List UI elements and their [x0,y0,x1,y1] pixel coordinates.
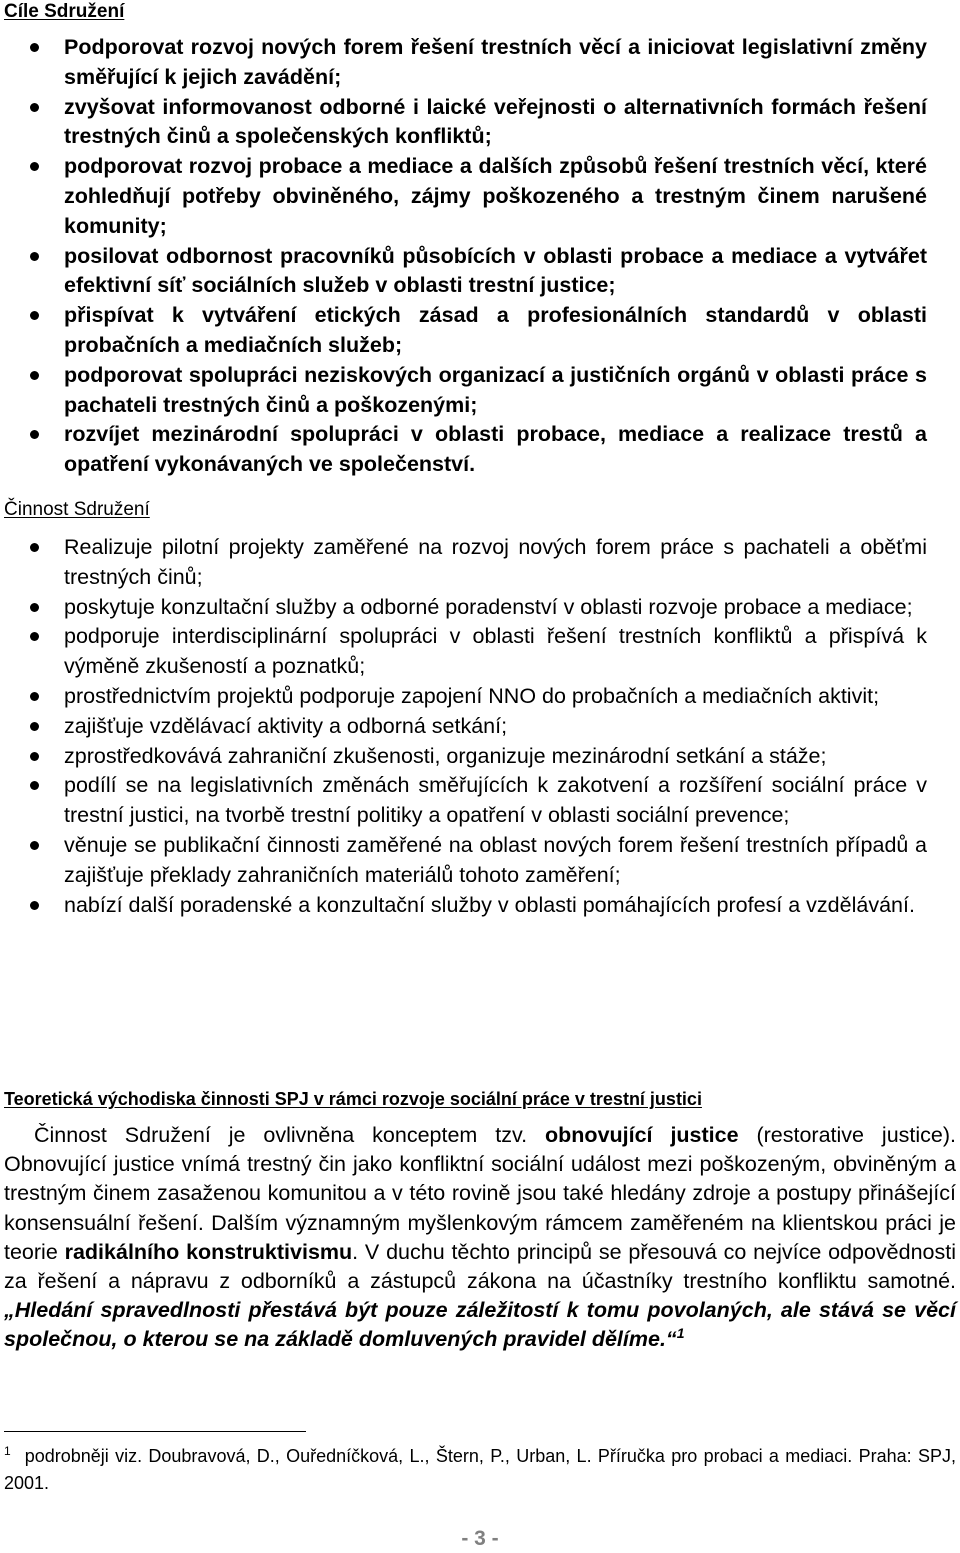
footnote-text: podrobněji viz. Doubravová, D., Ouředníčková, L., Štern, P., Urban, L. Příručka pro probaci a mediaci. Praha: SPJ, 2001. [4,1446,956,1493]
theory-text-3: . V duchu těchto principů se přesouvá co nejvíce odpovědnosti za řešení a nápravu z odborníků a zástupců zákona na účastníky trestního konfliktu samotné. [4,1239,957,1294]
goals-heading: Cíle Sdružení [4,1,125,22]
activities-item: nabízí další poradenské a konzultační služby v oblasti pomáhajících profesí a vzdělávání. [0,891,927,921]
goals-item: Podporovat rozvoj nových forem řešení trestních věcí a iniciovat legislativní změny směřující k jejich zavádění; [0,33,927,93]
radical-constructivism-term: radikálního konstruktivismu [64,1239,353,1264]
theory-heading: Teoretická východiska činnosti SPJ v rámci rozvoje sociální práce v trestní justici [4,1089,702,1109]
activities-item: věnuje se publikační činnosti zaměřené na oblast nových forem řešení trestních případů a zajišťuje překlady zahraničních materiálů tohoto zaměření; [0,831,927,891]
footnote [4,1443,956,1497]
theory-text-1: Činnost Sdružení je ovlivněna konceptem tzv. [34,1123,546,1147]
activities-item: poskytuje konzultační služby a odborné poradenství v oblasti rozvoje probace a mediace; [0,593,927,623]
footnote-marker: 1 [4,1444,11,1458]
activities-item: prostřednictvím projektů podporuje zapojení NNO do probačních a mediačních aktivit; [0,682,927,712]
goals-item: podporovat rozvoj probace a mediace a dalších způsobů řešení trestních věcí, které zohledňují potřeby obviněného, zájmy poškozeného a trestným činem narušené komunity; [0,152,927,241]
page-number: - 3 - [461,1527,499,1550]
goals-item: posilovat odbornost pracovníků působících v oblasti probace a mediace a vytvářet efektivní síť sociálních služeb v oblasti trestní justice; [0,242,927,302]
footnote-reference: 1 [676,1325,685,1342]
activities-item: Realizuje pilotní projekty zaměřené na rozvoj nových forem práce s pachateli a oběťmi trestných činů; [0,533,927,593]
theory-quote: „Hledání spravedlnosti přestává být pouze záležitostí k tomu povolaných, ale stává se věcí společnou, o kterou se na základě domluvených pravidel dělíme.“ [4,1298,956,1352]
goals-item: přispívat k vytváření etických zásad a profesionálních standardů v oblasti probačních a mediačních služeb; [0,301,927,361]
theory-paragraph [4,1121,956,1355]
theory-text-2: (restorative justice). Obnovující justice vnímá trestný čin jako konfliktní sociální událost mezi poškozeným, obviněným a trestným činem zasaženou komunitou a v této rovině jsou také hledány zdroje a postupy přinášející konsensuální řešení. Dalším významným myšlenkovým rámcem zaměřeném na klientskou práci je teorie [4,1123,956,1264]
activities-item: podporuje interdisciplinární spolupráci v oblasti řešení trestních konfliktů a přispívá k výměně zkušeností a poznatků; [0,622,927,682]
goals-item: rozvíjet mezinárodní spolupráci v oblasti probace, mediace a realizace trestů a opatření vykonávaných ve společenství. [0,420,927,480]
activities-item: zprostředkovává zahraniční zkušenosti, organizuje mezinárodní setkání a stáže; [0,742,927,772]
goals-item: zvyšovat informovanost odborné i laické veřejnosti o alternativních formách řešení trestných činů a společenských konfliktů; [0,93,927,153]
activities-list [0,533,927,920]
goals-item: podporovat spolupráci neziskových organizací a justičních orgánů v oblasti práce s pachateli trestných činů a poškozenými; [0,361,927,421]
activities-heading: Činnost Sdružení [4,499,150,520]
activities-item: podílí se na legislativních změnách směřujících k zakotvení a rozšíření sociální práce v trestní justici, na tvorbě trestní politiky a opatření v oblasti sociální prevence; [0,771,927,831]
restorative-justice-term: obnovující justice [545,1123,739,1147]
activities-item: zajišťuje vzdělávací aktivity a odborná setkání; [0,712,927,742]
goals-list [0,33,927,480]
footnote-separator [4,1431,306,1432]
